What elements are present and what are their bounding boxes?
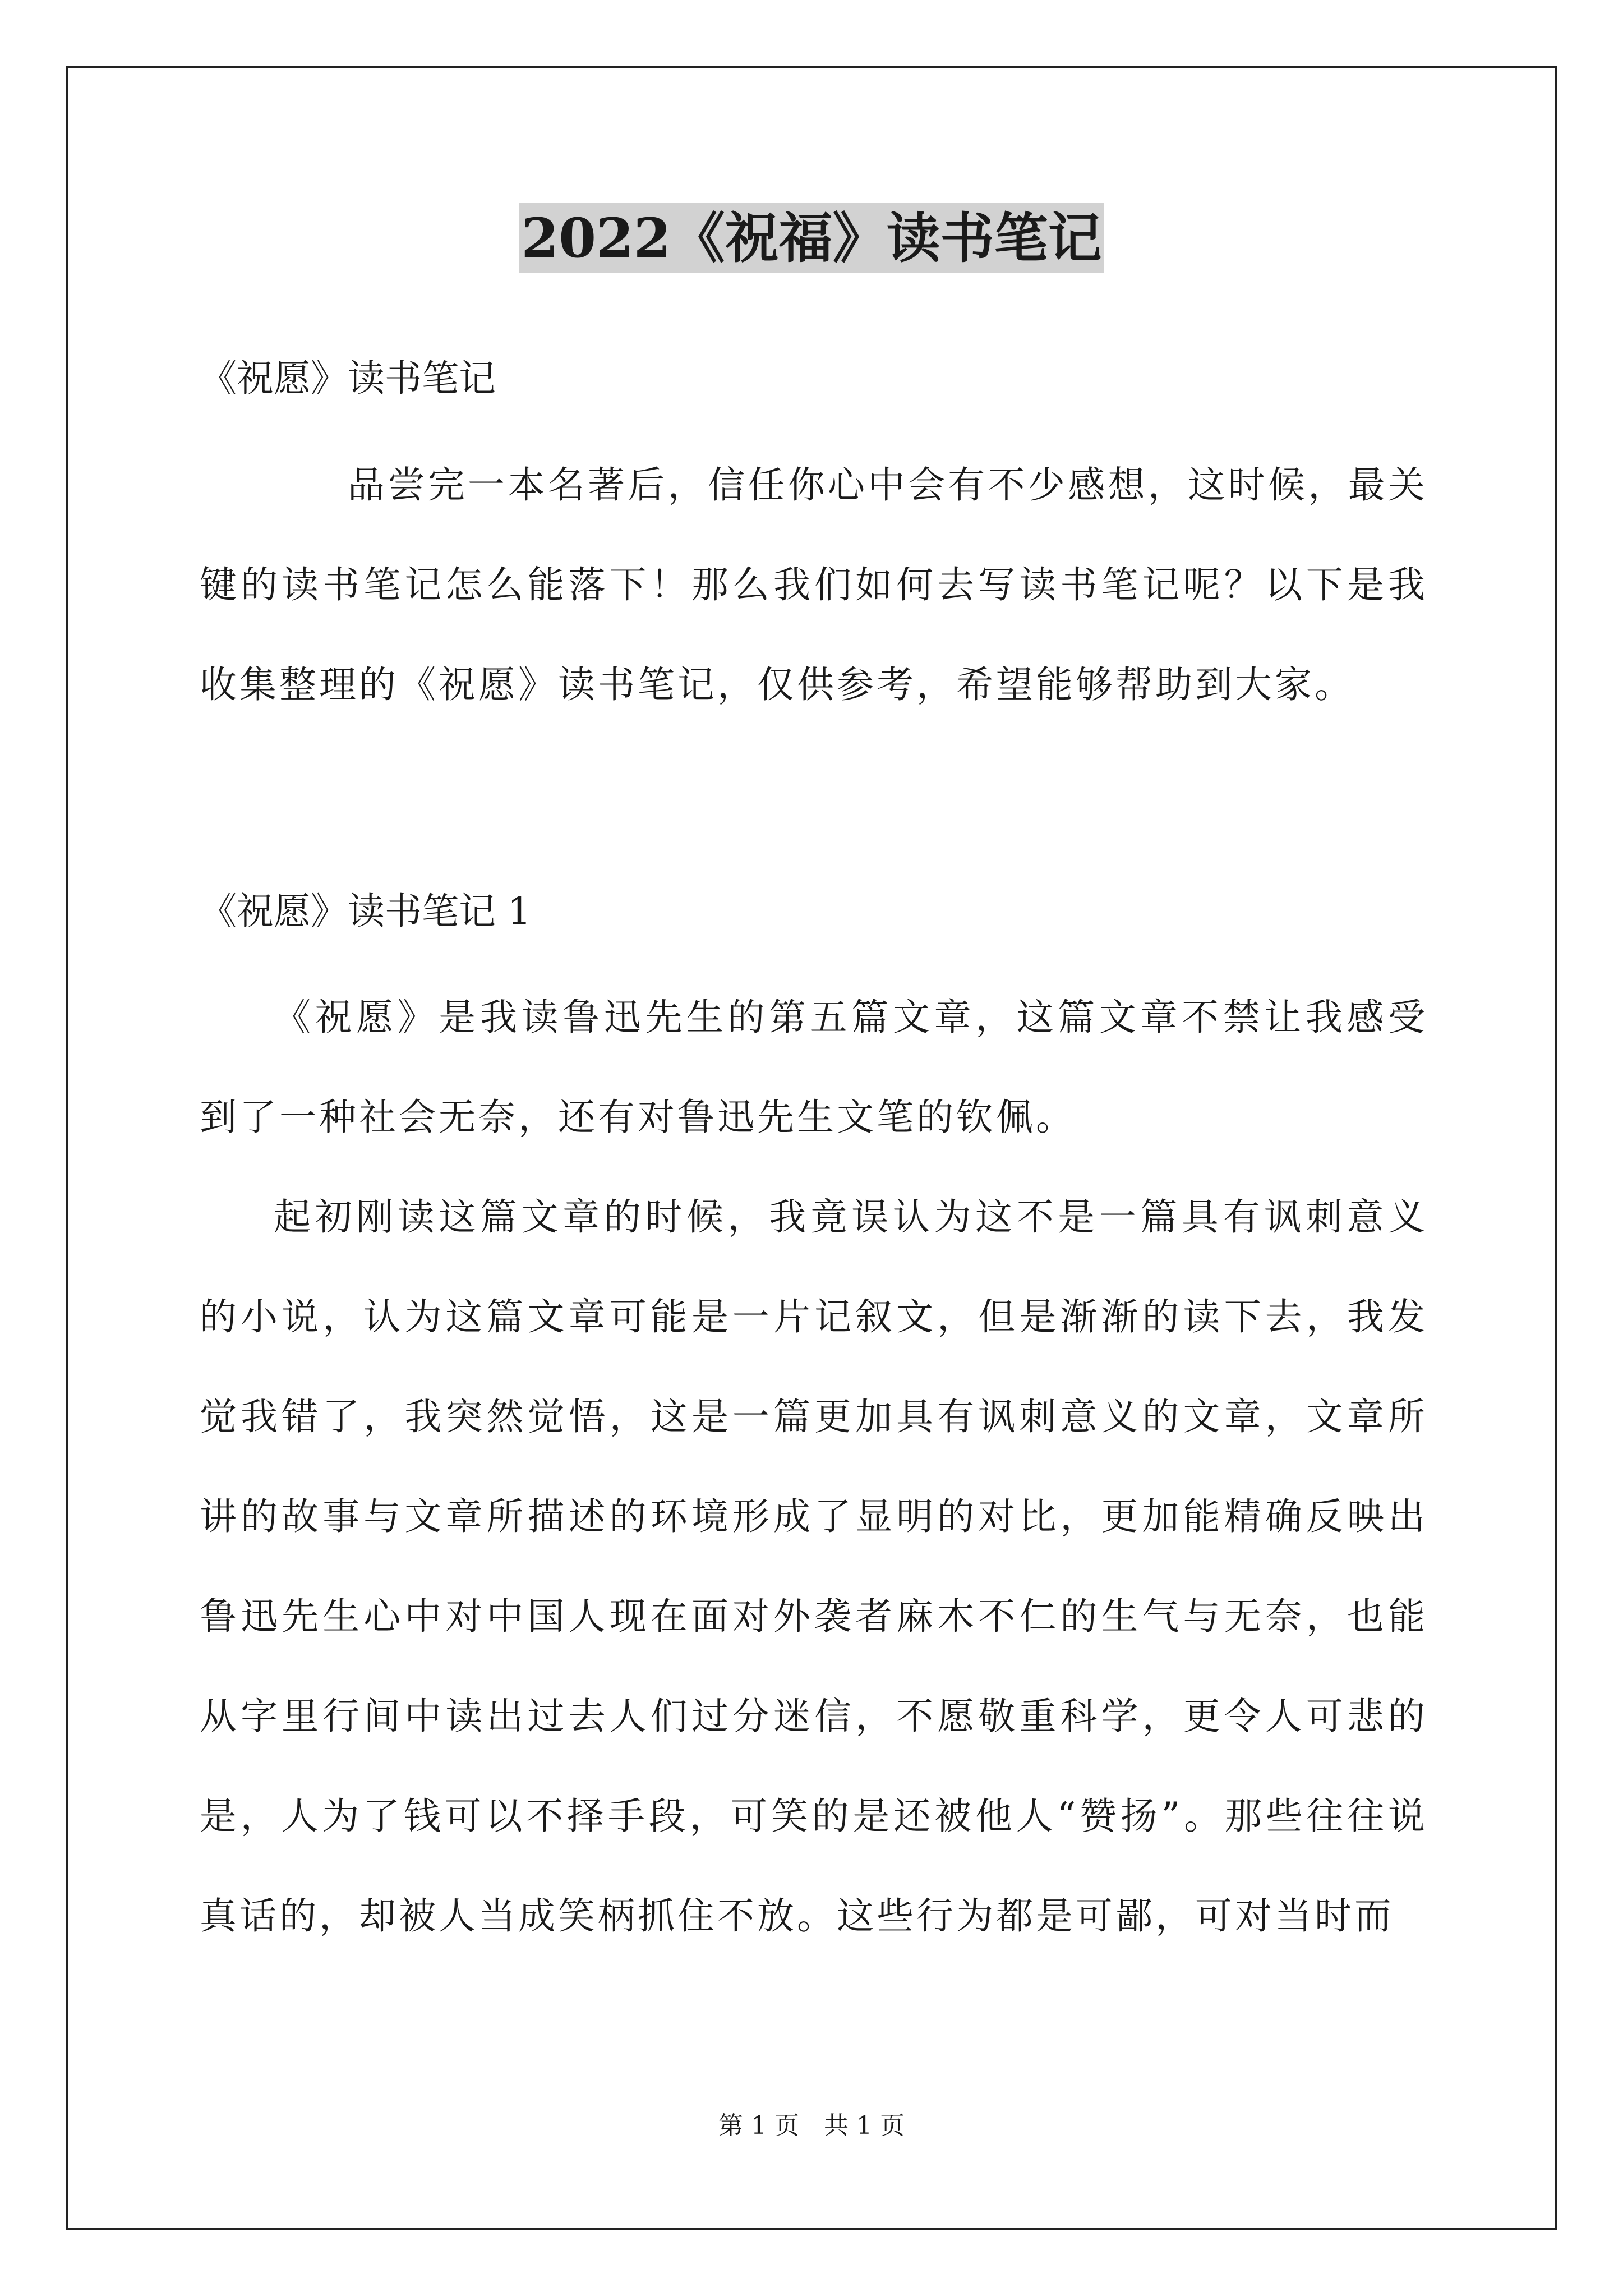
- intro-paragraph: 品尝完一本名著后，信任你心中会有不少感想，这时候，最关键的读书笔记怎么能落下！那么我们如何去写读书笔记呢？以下是我收集整理的《祝愿》读书笔记，仅供参考，希望能够帮助到大家。: [200, 463, 1428, 706]
- document-title-text: 2022《祝福》读书笔记: [519, 203, 1104, 273]
- page-footer: 第 1 页 共 1 页: [718, 2111, 905, 2140]
- subtitle-heading: 《祝愿》读书笔记: [200, 357, 496, 400]
- body-paragraph-2: 起初刚读这篇文章的时候，我竟误认为这不是一篇具有讽刺意义的小说，认为这篇文章可能是一片记叙文，但是渐渐的读下去，我发觉我错了，我突然觉悟，这是一篇更加具有讽刺意义的文章，文章所讲的故事与文章所描述的环境形成了显明的对比，更加能精确反映出鲁迅先生心中对中国人现在面对外袭者麻木不仁的生气与无奈，也能从字里行间中读出过去人们过分迷信，不愿敬重科学，更令人可悲的是，人为了钱可以不择手段，可笑的是还被他人“赞扬”。那些往往说真话的，却被人当成笑柄抓住不放。这些行为都是可鄙，可对当时而: [200, 1195, 1428, 1938]
- body-paragraph-1: 《祝愿》是我读鲁迅先生的第五篇文章，这篇文章不禁让我感受到了一种社会无奈，还有对鲁迅先生文笔的钦佩。: [200, 996, 1428, 1139]
- section-heading: 《祝愿》读书笔记 1: [200, 890, 531, 933]
- document-title: [0, 202, 1623, 275]
